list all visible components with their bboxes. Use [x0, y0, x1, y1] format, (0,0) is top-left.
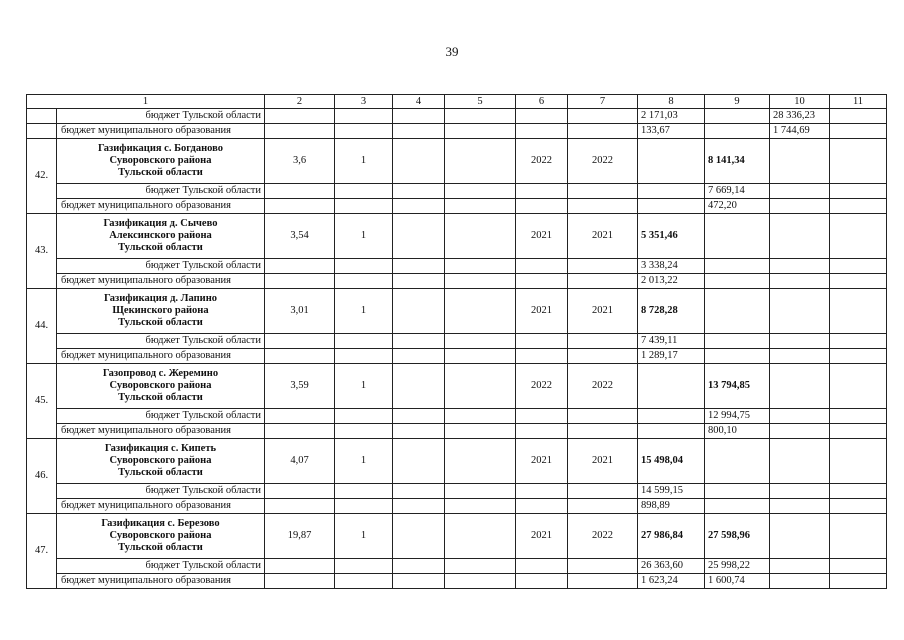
- value-col-9: 12 994,75: [705, 409, 770, 424]
- value-col-6: 2021: [516, 214, 568, 259]
- value-col-8: 2 013,22: [638, 274, 705, 289]
- value-col-2: 4,07: [265, 439, 335, 484]
- table-row: [27, 514, 887, 559]
- funding-source-label: бюджет Тульской области: [57, 334, 265, 349]
- empty-cell: [516, 109, 568, 124]
- project-title-line: Газификация с. Березово: [101, 518, 220, 529]
- empty-cell: [568, 274, 638, 289]
- value-col-2: 3,6: [265, 139, 335, 184]
- value-col-11: [830, 364, 887, 409]
- empty-cell: [335, 499, 393, 514]
- empty-cell: [516, 424, 568, 439]
- value-col-10: [770, 289, 830, 334]
- table-row: [27, 574, 887, 589]
- value-col-9: [705, 259, 770, 274]
- project-title-line: Суворовского района: [109, 155, 212, 166]
- value-col-9: [705, 499, 770, 514]
- value-col-9: 25 998,22: [705, 559, 770, 574]
- value-col-2: 3,59: [265, 364, 335, 409]
- value-col-10: [770, 364, 830, 409]
- empty-cell: [393, 334, 445, 349]
- empty-cell: [516, 259, 568, 274]
- value-col-4: [393, 139, 445, 184]
- empty-cell: [335, 409, 393, 424]
- row-number: 45.: [27, 364, 57, 439]
- empty-cell: [393, 349, 445, 364]
- value-col-6: 2021: [516, 514, 568, 559]
- empty-cell: [393, 574, 445, 589]
- empty-cell: [516, 199, 568, 214]
- value-col-9: [705, 109, 770, 124]
- project-title-line: Тульской области: [118, 167, 203, 178]
- empty-cell: [265, 424, 335, 439]
- value-col-11: [830, 124, 887, 139]
- empty-cell: [265, 199, 335, 214]
- value-col-9: [705, 214, 770, 259]
- col-header-3: 3: [335, 95, 393, 109]
- empty-cell: [568, 184, 638, 199]
- value-col-8: [638, 424, 705, 439]
- empty-cell: [445, 184, 516, 199]
- funding-source-label: бюджет муниципального образования: [57, 349, 265, 364]
- value-col-4: [393, 289, 445, 334]
- empty-cell: [445, 574, 516, 589]
- funding-source-label: бюджет Тульской области: [57, 559, 265, 574]
- value-col-10: [770, 214, 830, 259]
- value-col-10: [770, 439, 830, 484]
- value-col-9: [705, 274, 770, 289]
- project-title: [57, 439, 265, 484]
- empty-cell: [516, 574, 568, 589]
- empty-cell: [393, 274, 445, 289]
- value-col-10: [770, 274, 830, 289]
- project-title: [57, 214, 265, 259]
- value-col-9: 7 669,14: [705, 184, 770, 199]
- value-col-7: 2021: [568, 439, 638, 484]
- value-col-9: [705, 124, 770, 139]
- table-row: [27, 274, 887, 289]
- header-row: [27, 95, 887, 109]
- value-col-9: [705, 289, 770, 334]
- empty-cell: [265, 559, 335, 574]
- empty-cell: [568, 499, 638, 514]
- funding-source-label: бюджет Тульской области: [57, 484, 265, 499]
- value-col-11: [830, 184, 887, 199]
- value-col-10: [770, 574, 830, 589]
- value-col-8: 15 498,04: [638, 439, 705, 484]
- value-col-3: 1: [335, 139, 393, 184]
- value-col-3: 1: [335, 514, 393, 559]
- value-col-5: [445, 364, 516, 409]
- empty-cell: [445, 124, 516, 139]
- empty-cell: [516, 349, 568, 364]
- empty-cell: [393, 499, 445, 514]
- empty-cell: [393, 484, 445, 499]
- empty-cell: [445, 274, 516, 289]
- table-row: [27, 139, 887, 184]
- value-col-3: 1: [335, 364, 393, 409]
- value-col-6: 2022: [516, 139, 568, 184]
- col-header-11: 11: [830, 95, 887, 109]
- empty-cell: [393, 409, 445, 424]
- funding-source-label: бюджет муниципального образования: [57, 574, 265, 589]
- empty-cell: [445, 424, 516, 439]
- value-col-8: 898,89: [638, 499, 705, 514]
- project-title-line: Щекинского района: [112, 305, 209, 316]
- value-col-10: 1 744,69: [770, 124, 830, 139]
- value-col-10: [770, 349, 830, 364]
- empty-cell: [568, 574, 638, 589]
- value-col-10: 28 336,23: [770, 109, 830, 124]
- row-number: 47.: [27, 514, 57, 589]
- col-header-2: 2: [265, 95, 335, 109]
- table-row: [27, 559, 887, 574]
- empty-cell: [265, 349, 335, 364]
- funding-source-label: бюджет муниципального образования: [57, 124, 265, 139]
- value-col-8: [638, 184, 705, 199]
- empty-cell: [335, 574, 393, 589]
- value-col-11: [830, 484, 887, 499]
- empty-cell: [568, 424, 638, 439]
- value-col-10: [770, 484, 830, 499]
- value-col-9: 8 141,34: [705, 139, 770, 184]
- value-col-7: 2022: [568, 364, 638, 409]
- empty-cell: [516, 559, 568, 574]
- empty-cell: [568, 109, 638, 124]
- value-col-8: 5 351,46: [638, 214, 705, 259]
- row-number: 42.: [27, 139, 57, 214]
- project-title-line: Тульской области: [118, 542, 203, 553]
- value-col-11: [830, 334, 887, 349]
- value-col-8: 1 623,24: [638, 574, 705, 589]
- row-number-cell: [27, 109, 57, 124]
- value-col-11: [830, 274, 887, 289]
- empty-cell: [265, 409, 335, 424]
- col-header-7: 7: [568, 95, 638, 109]
- empty-cell: [335, 424, 393, 439]
- table-row: [27, 259, 887, 274]
- table-row: [27, 364, 887, 409]
- value-col-9: 472,20: [705, 199, 770, 214]
- value-col-8: 7 439,11: [638, 334, 705, 349]
- empty-cell: [445, 109, 516, 124]
- value-col-11: [830, 139, 887, 184]
- value-col-9: [705, 439, 770, 484]
- row-number-cell: [27, 124, 57, 139]
- value-col-7: 2022: [568, 514, 638, 559]
- empty-cell: [568, 124, 638, 139]
- table-row: [27, 484, 887, 499]
- empty-cell: [335, 274, 393, 289]
- funding-source-label: бюджет Тульской области: [57, 259, 265, 274]
- project-title: [57, 139, 265, 184]
- empty-cell: [393, 109, 445, 124]
- project-title-line: Газификация с. Кипеть: [104, 443, 217, 454]
- empty-cell: [393, 124, 445, 139]
- value-col-11: [830, 214, 887, 259]
- value-col-10: [770, 424, 830, 439]
- value-col-8: [638, 409, 705, 424]
- empty-cell: [393, 199, 445, 214]
- value-col-11: [830, 439, 887, 484]
- value-col-11: [830, 289, 887, 334]
- col-header-8: 8: [638, 95, 705, 109]
- table-row: [27, 334, 887, 349]
- value-col-10: [770, 499, 830, 514]
- empty-cell: [265, 124, 335, 139]
- value-col-10: [770, 199, 830, 214]
- funding-source-label: бюджет муниципального образования: [57, 274, 265, 289]
- table-row: [27, 199, 887, 214]
- value-col-5: [445, 439, 516, 484]
- value-col-11: [830, 514, 887, 559]
- empty-cell: [335, 184, 393, 199]
- value-col-8: 27 986,84: [638, 514, 705, 559]
- empty-cell: [393, 424, 445, 439]
- project-title: [57, 364, 265, 409]
- empty-cell: [445, 349, 516, 364]
- empty-cell: [445, 409, 516, 424]
- row-number: 44.: [27, 289, 57, 364]
- project-title: [57, 289, 265, 334]
- value-col-6: 2021: [516, 289, 568, 334]
- project-title-line: Газификация д. Лапино: [103, 293, 218, 304]
- empty-cell: [445, 259, 516, 274]
- empty-cell: [265, 109, 335, 124]
- table-row: [27, 499, 887, 514]
- value-col-5: [445, 514, 516, 559]
- value-col-11: [830, 349, 887, 364]
- value-col-2: 3,54: [265, 214, 335, 259]
- value-col-9: 27 598,96: [705, 514, 770, 559]
- value-col-9: [705, 349, 770, 364]
- value-col-10: [770, 334, 830, 349]
- value-col-4: [393, 364, 445, 409]
- value-col-10: [770, 184, 830, 199]
- empty-cell: [265, 184, 335, 199]
- col-header-4: 4: [393, 95, 445, 109]
- value-col-9: 13 794,85: [705, 364, 770, 409]
- empty-cell: [265, 259, 335, 274]
- value-col-8: 2 171,03: [638, 109, 705, 124]
- value-col-6: 2022: [516, 364, 568, 409]
- empty-cell: [393, 559, 445, 574]
- project-title-line: Тульской области: [118, 467, 203, 478]
- table-row: [27, 409, 887, 424]
- value-col-8: 8 728,28: [638, 289, 705, 334]
- empty-cell: [516, 484, 568, 499]
- col-header-5: 5: [445, 95, 516, 109]
- value-col-8: [638, 364, 705, 409]
- empty-cell: [568, 334, 638, 349]
- col-header-9: 9: [705, 95, 770, 109]
- empty-cell: [516, 184, 568, 199]
- empty-cell: [516, 334, 568, 349]
- row-number: 46.: [27, 439, 57, 514]
- empty-cell: [516, 274, 568, 289]
- value-col-10: [770, 409, 830, 424]
- empty-cell: [568, 349, 638, 364]
- value-col-10: [770, 259, 830, 274]
- project-title-line: Тульской области: [118, 242, 203, 253]
- empty-cell: [393, 259, 445, 274]
- col-header-6: 6: [516, 95, 568, 109]
- project-title-line: Суворовского района: [109, 455, 212, 466]
- empty-cell: [445, 559, 516, 574]
- empty-cell: [568, 409, 638, 424]
- project-title: [57, 514, 265, 559]
- empty-cell: [335, 259, 393, 274]
- value-col-11: [830, 409, 887, 424]
- value-col-4: [393, 214, 445, 259]
- value-col-5: [445, 214, 516, 259]
- empty-cell: [265, 484, 335, 499]
- value-col-7: 2021: [568, 289, 638, 334]
- empty-cell: [516, 124, 568, 139]
- col-header-1: 1: [27, 95, 265, 109]
- value-col-9: 800,10: [705, 424, 770, 439]
- project-title-line: Суворовского района: [109, 530, 212, 541]
- value-col-9: 1 600,74: [705, 574, 770, 589]
- value-col-8: 14 599,15: [638, 484, 705, 499]
- empty-cell: [335, 124, 393, 139]
- value-col-2: 19,87: [265, 514, 335, 559]
- empty-cell: [516, 499, 568, 514]
- value-col-2: 3,01: [265, 289, 335, 334]
- value-col-6: 2021: [516, 439, 568, 484]
- empty-cell: [335, 199, 393, 214]
- value-col-4: [393, 514, 445, 559]
- table-row: [27, 184, 887, 199]
- project-title-line: Газопровод с. Жеремино: [102, 368, 219, 379]
- project-title-line: Тульской области: [118, 392, 203, 403]
- empty-cell: [265, 274, 335, 289]
- value-col-5: [445, 139, 516, 184]
- empty-cell: [335, 349, 393, 364]
- project-title-line: Тульской области: [118, 317, 203, 328]
- project-title-line: Газификация д. Сычево: [103, 218, 218, 229]
- empty-cell: [516, 409, 568, 424]
- value-col-3: 1: [335, 214, 393, 259]
- empty-cell: [265, 499, 335, 514]
- value-col-10: [770, 139, 830, 184]
- value-col-11: [830, 259, 887, 274]
- table-row: [27, 289, 887, 334]
- table-row: [27, 214, 887, 259]
- value-col-8: 133,67: [638, 124, 705, 139]
- value-col-11: [830, 109, 887, 124]
- value-col-3: 1: [335, 289, 393, 334]
- value-col-8: 3 338,24: [638, 259, 705, 274]
- value-col-4: [393, 439, 445, 484]
- table-row: [27, 439, 887, 484]
- value-col-10: [770, 559, 830, 574]
- value-col-11: [830, 424, 887, 439]
- row-number: 43.: [27, 214, 57, 289]
- page-number: 39: [445, 44, 459, 59]
- value-col-11: [830, 199, 887, 214]
- empty-cell: [445, 499, 516, 514]
- funding-source-label: бюджет муниципального образования: [57, 499, 265, 514]
- value-col-10: [770, 514, 830, 559]
- value-col-8: [638, 139, 705, 184]
- funding-source-label: бюджет Тульской области: [57, 184, 265, 199]
- empty-cell: [393, 184, 445, 199]
- value-col-9: [705, 334, 770, 349]
- value-col-8: [638, 199, 705, 214]
- funding-source-label: бюджет муниципального образования: [57, 424, 265, 439]
- empty-cell: [335, 334, 393, 349]
- empty-cell: [568, 559, 638, 574]
- table-row: [27, 109, 887, 124]
- empty-cell: [445, 484, 516, 499]
- project-title-line: Газификация с. Богданово: [98, 143, 223, 154]
- value-col-8: 1 289,17: [638, 349, 705, 364]
- table-row: [27, 349, 887, 364]
- empty-cell: [335, 484, 393, 499]
- table-row: [27, 124, 887, 139]
- table-body: [27, 95, 887, 589]
- empty-cell: [568, 259, 638, 274]
- funding-source-label: бюджет Тульской области: [57, 109, 265, 124]
- empty-cell: [568, 199, 638, 214]
- table-row: [27, 424, 887, 439]
- project-title-line: Алексинского района: [109, 230, 212, 241]
- funding-source-label: бюджет Тульской области: [57, 409, 265, 424]
- empty-cell: [335, 559, 393, 574]
- empty-cell: [568, 484, 638, 499]
- empty-cell: [265, 334, 335, 349]
- funding-source-label: бюджет муниципального образования: [57, 199, 265, 214]
- value-col-7: 2022: [568, 139, 638, 184]
- value-col-5: [445, 289, 516, 334]
- value-col-11: [830, 574, 887, 589]
- value-col-8: 26 363,60: [638, 559, 705, 574]
- empty-cell: [445, 199, 516, 214]
- value-col-11: [830, 559, 887, 574]
- empty-cell: [445, 334, 516, 349]
- col-header-10: 10: [770, 95, 830, 109]
- empty-cell: [265, 574, 335, 589]
- empty-cell: [335, 109, 393, 124]
- value-col-11: [830, 499, 887, 514]
- value-col-7: 2021: [568, 214, 638, 259]
- value-col-3: 1: [335, 439, 393, 484]
- budget-table: [26, 94, 887, 589]
- value-col-9: [705, 484, 770, 499]
- project-title-line: Суворовского района: [109, 380, 212, 391]
